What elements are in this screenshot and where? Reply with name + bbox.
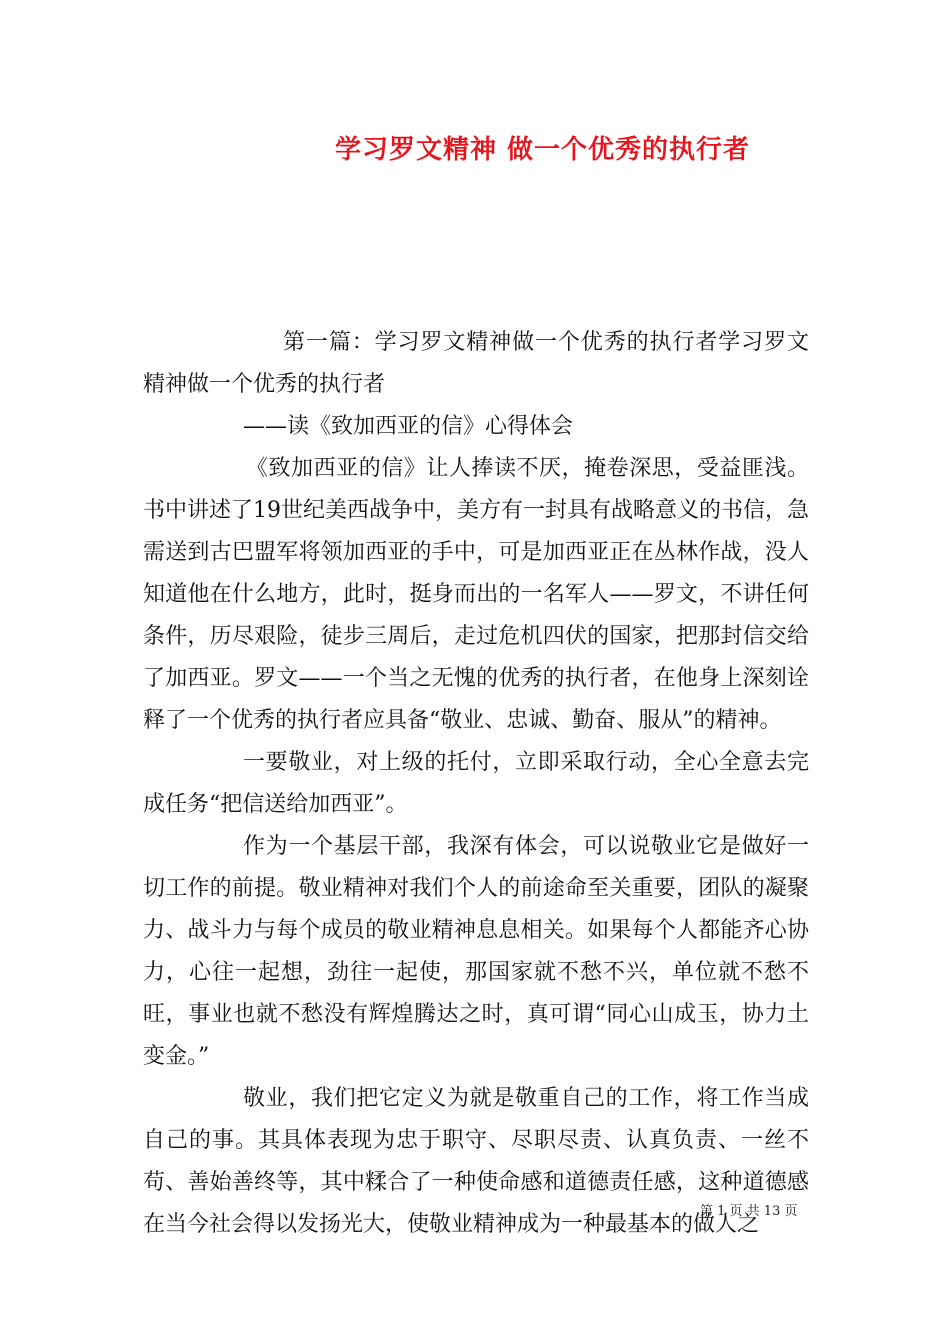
paragraph-definition: 敬业，我们把它定义为就是敬重自己的工作，将工作当成自己的事。其具体表现为忠于职守、尽职尽责、认真负责、一丝不苟、善始善终等，其中糅合了一种使命感和道德责任感，这种道德感在当今社会得以发扬光大，使敬业精神成为一种最基本的做人之 [143, 1086, 809, 1237]
paragraph-experience: 作为一个基层干部，我深有体会，可以说敬业它是做好一切工作的前提。敬业精神对我们个人的前途命至关重要，团队的凝聚力、战斗力与每个成员的敬业精神息息相关。如果每个人都能齐心协力，心往一起想，劲往一起使，那国家就不愁不兴，单位就不愁不旺，事业也就不愁没有辉煌腾达之时，真可谓“同心山成玉，协力土变金。” [143, 834, 809, 1069]
document-body [143, 322, 809, 1246]
paragraph-intro: 《致加西亚的信》让人捧读不厌，掩卷深思，受益匪浅。书中讲述了19世纪美西战争中，美方有一封具有战略意义的书信，急需送到古巴盟军将领加西亚的手中，可是加西亚正在丛林作战，没人知道他在什么地方，此时，挺身而出的一名军人——罗文，不讲任何条件，历尽艰险，徒步三周后，走过危机四伏的国家，把那封信交给了加西亚。罗文——一个当之无愧的优秀的执行者，在他身上深刻诠释了一个优秀的执行者应具备“敬业、忠诚、勤奋、服从”的精神。 [143, 456, 809, 733]
page-number: 第 1 页 共 13 页 [700, 1204, 798, 1219]
document-title: 学习罗文精神 做一个优秀的执行者 [334, 135, 751, 165]
paragraph-point-one: 一要敬业，对上级的托付，立即采取行动，全心全意去完成任务“把信送给加西亚”。 [143, 750, 809, 817]
paragraph-subtitle: ——读《致加西亚的信》心得体会 [243, 414, 574, 439]
paragraph-heading: 第一篇：学习罗文精神做一个优秀的执行者学习罗文精神做一个优秀的执行者 [143, 330, 809, 397]
